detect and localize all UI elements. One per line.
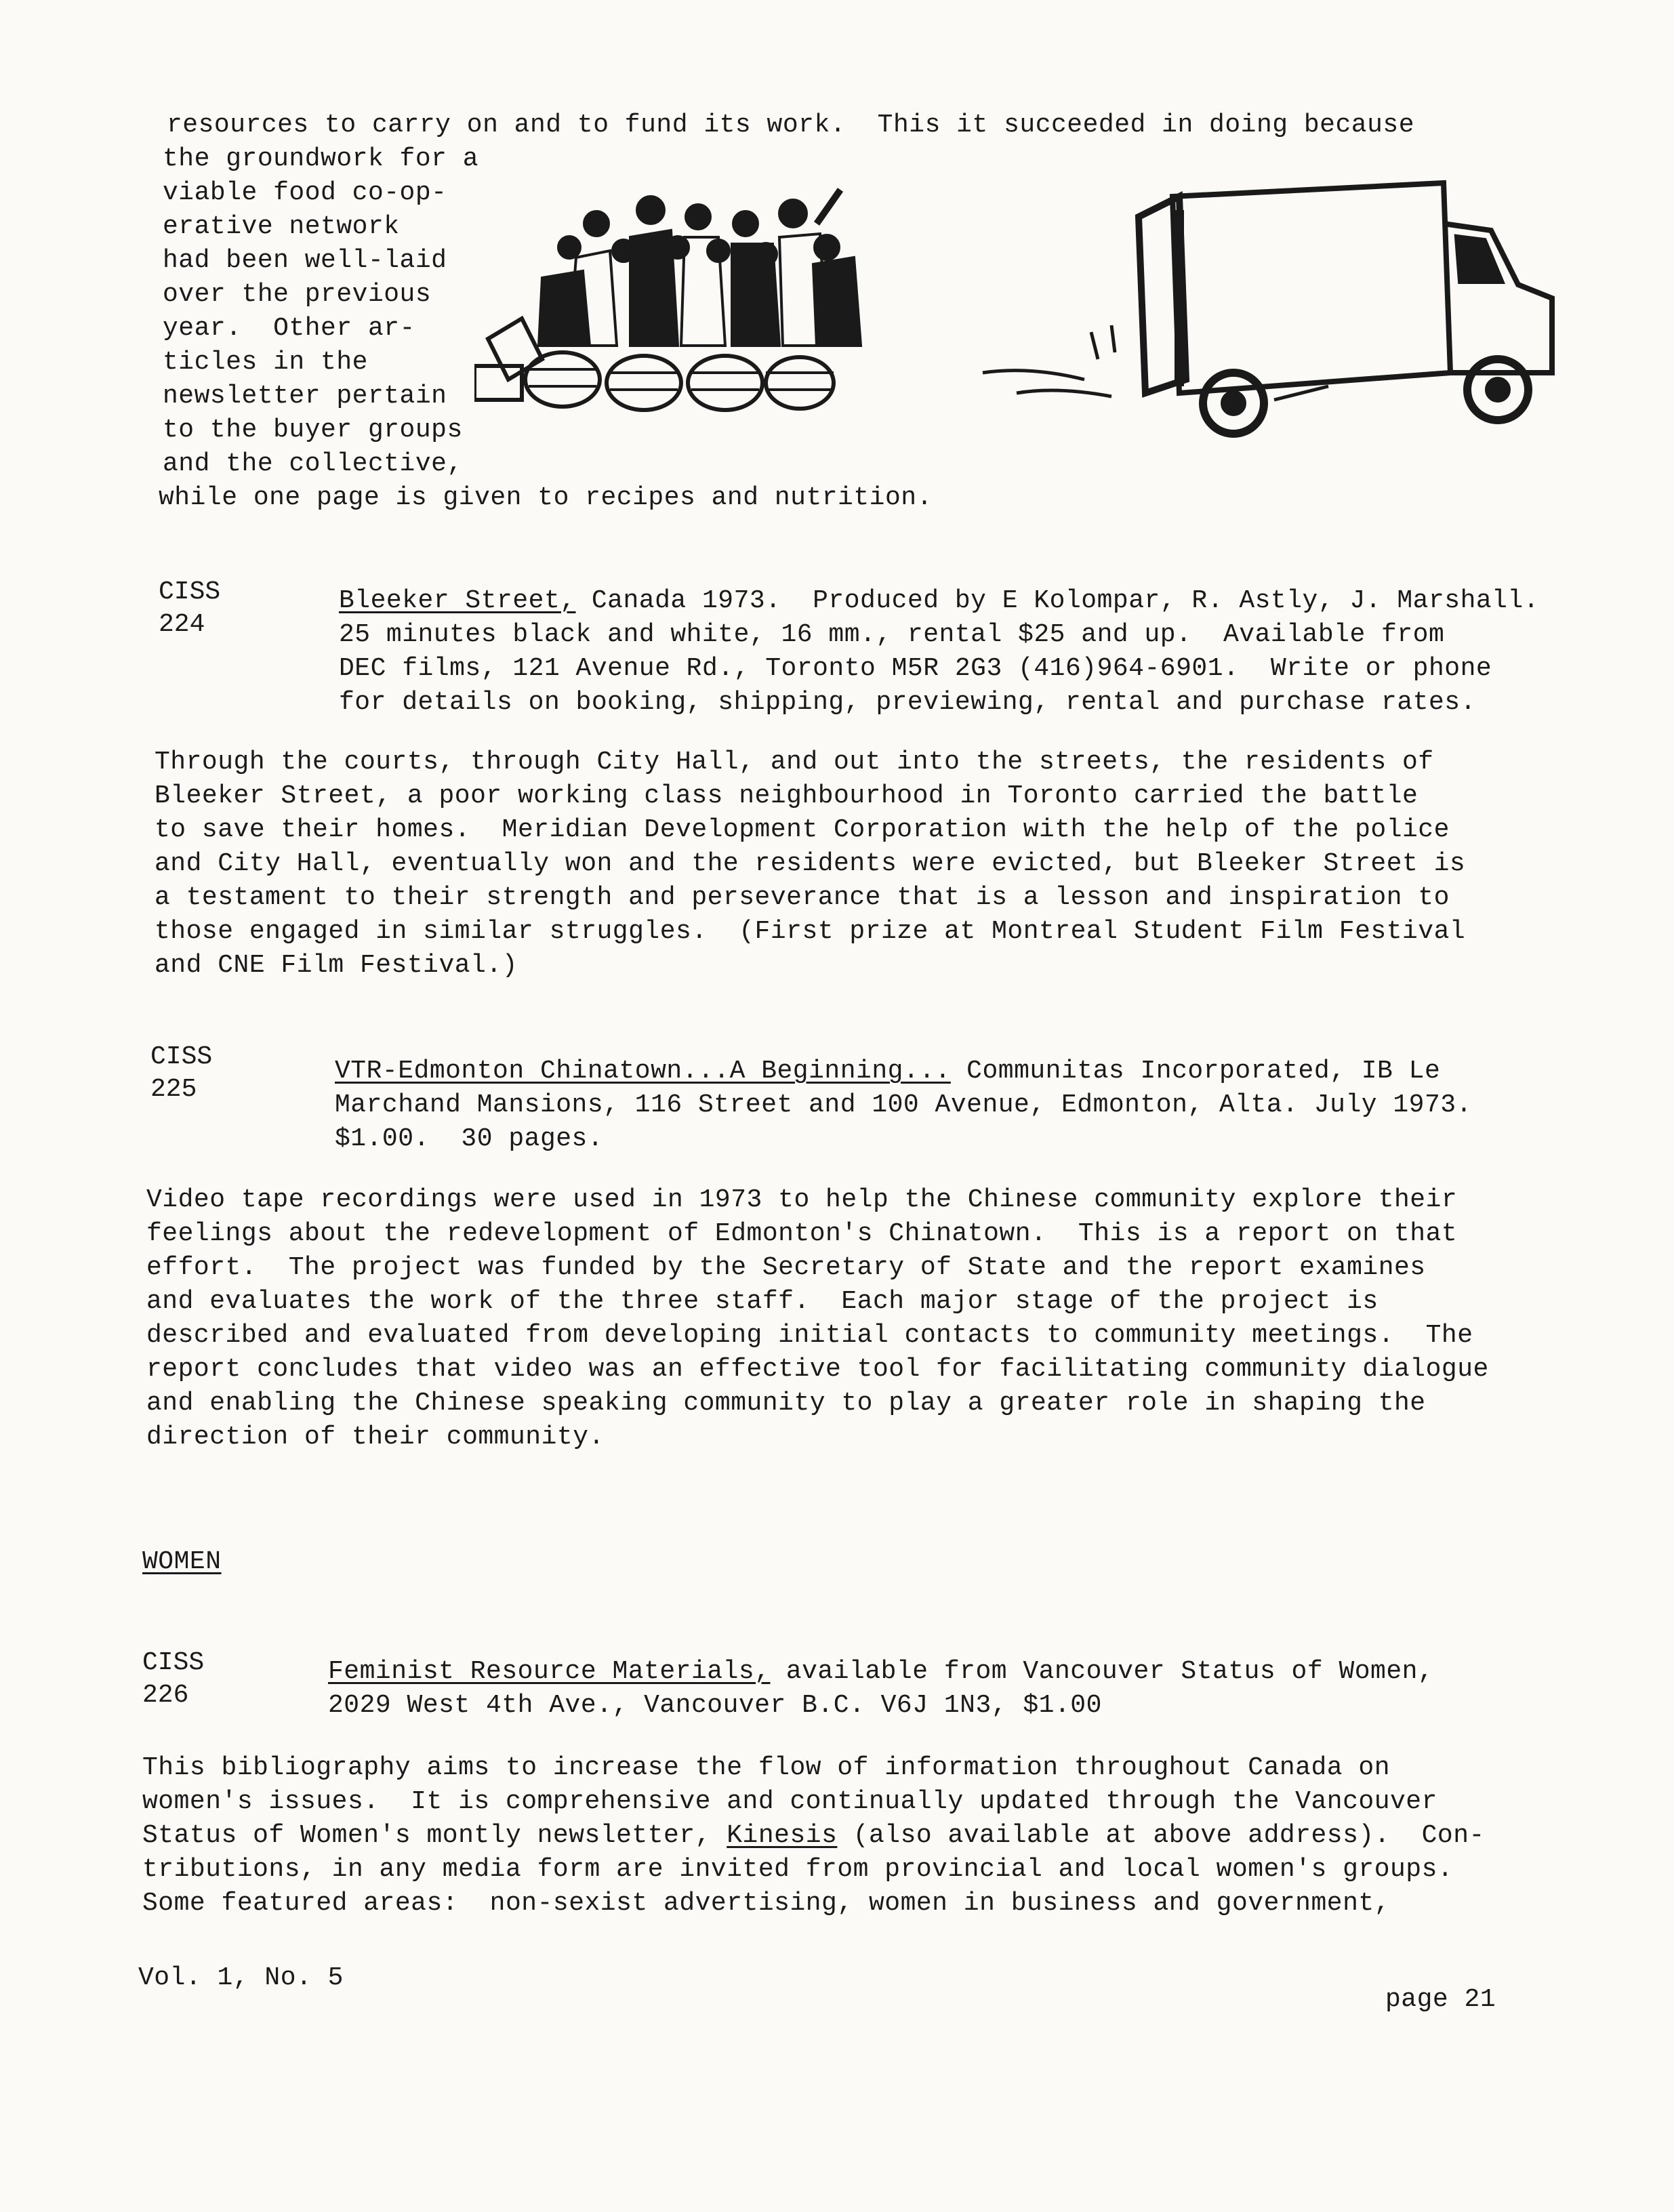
entry-citation-line: for details on booking, shipping, previewing, rental and purchase rates. (339, 688, 1476, 717)
body-line: a testament to their strength and perseverance that is a lesson and inspiration to (155, 883, 1450, 912)
body-line: Through the courts, through City Hall, and out into the streets, the residents of (155, 747, 1434, 777)
intro-line: newsletter pertain (163, 382, 447, 411)
intro-line: viable food co-op- (163, 178, 447, 207)
entry-citation-line: $1.00. 30 pages. (335, 1124, 604, 1153)
entry-number: 225 (150, 1075, 197, 1104)
intro-line: erative network (163, 212, 400, 241)
body-text: Status of Women's montly newsletter, (142, 1821, 727, 1850)
intro-line: to the buyer groups (163, 415, 463, 445)
entry-number: 226 (142, 1681, 189, 1710)
body-line: tributions, in any media form are invited from provincial and local women's groups. (142, 1855, 1454, 1884)
kinesis-title: Kinesis (727, 1821, 838, 1850)
body-line: and City Hall, eventually won and the residents were evicted, but Bleeker Street is (155, 849, 1466, 878)
page-number: page 21 (1385, 1985, 1496, 2014)
entry-title: VTR-Edmonton Chinatown...A Beginning... (335, 1057, 951, 1086)
intro-line: had been well-laid (163, 246, 447, 275)
entry-code: CISS (142, 1648, 205, 1677)
intro-line: ticles in the (163, 348, 368, 377)
intro-line: over the previous (163, 280, 432, 309)
body-line: and evaluates the work of the three staff. Each major stage of the project is (146, 1287, 1379, 1316)
entry-code: CISS (150, 1042, 213, 1071)
entry-citation (339, 584, 1539, 618)
body-line: effort. The project was funded by the Secretary of State and the report examines (146, 1253, 1426, 1282)
citation-text: Communitas Incorporated, IB Le (950, 1057, 1441, 1086)
body-line: those engaged in similar struggles. (First prize at Montreal Student Film Festival (155, 917, 1466, 946)
crowd-illustration (474, 183, 908, 427)
body-line: Video tape recordings were used in 1973 to help the Chinese community explore their (146, 1185, 1458, 1214)
truck-illustration (976, 169, 1559, 441)
volume-number: Vol. 1, No. 5 (138, 1963, 344, 1992)
intro-line: resources to carry on and to fund its work. This it succeeded in doing because (167, 110, 1414, 140)
body-line: and enabling the Chinese speaking community to play a greater role in shaping the (146, 1389, 1426, 1418)
intro-line: and the collective, (163, 449, 463, 478)
entry-citation (335, 1054, 1440, 1088)
entry-number: 224 (159, 610, 205, 639)
body-line: women's issues. It is comprehensive and continually updated through the Vancouver (142, 1787, 1437, 1816)
body-line: feelings about the redevelopment of Edmonton's Chinatown. This is a report on that (146, 1219, 1458, 1248)
intro-line: the groundwork for a (163, 144, 479, 173)
body-line: to save their homes. Meridian Development Corporation with the help of the police (155, 815, 1450, 844)
body-line: report concludes that video was an effective tool for facilitating community dialogue (146, 1355, 1489, 1384)
body-line: direction of their community. (146, 1422, 605, 1452)
entry-citation-line: DEC films, 121 Avenue Rd., Toronto M5R 2G3 (416)964-6901. Write or phone (339, 654, 1492, 683)
intro-line: year. Other ar- (163, 314, 415, 343)
entry-citation (328, 1655, 1433, 1689)
citation-text: Canada 1973. Produced by E Kolompar, R. Astly, J. Marshall. (575, 586, 1540, 615)
citation-text: available from Vancouver Status of Women, (770, 1657, 1434, 1686)
intro-line: while one page is given to recipes and nutrition. (159, 483, 933, 512)
entry-citation-line: 25 minutes black and white, 16 mm., rental $25 and up. Available from (339, 620, 1445, 649)
entry-title: Bleeker Street, (339, 586, 576, 615)
body-line: described and evaluated from developing initial contacts to community meetings. The (146, 1321, 1473, 1350)
entry-title: Feminist Resource Materials, (328, 1657, 771, 1686)
body-text: (also available at above address). Con- (837, 1821, 1485, 1850)
section-heading: WOMEN (142, 1547, 222, 1576)
body-line: This bibliography aims to increase the flow of information throughout Canada on (142, 1753, 1390, 1782)
body-line: and CNE Film Festival.) (155, 951, 518, 980)
entry-code: CISS (159, 577, 221, 607)
body-line (142, 1819, 1485, 1853)
entry-citation-line: 2029 West 4th Ave., Vancouver B.C. V6J 1N3, $1.00 (328, 1691, 1102, 1720)
entry-citation-line: Marchand Mansions, 116 Street and 100 Avenue, Edmonton, Alta. July 1973. (335, 1090, 1472, 1120)
body-line: Some featured areas: non-sexist advertising, women in business and government, (142, 1889, 1390, 1918)
body-line: Bleeker Street, a poor working class neighbourhood in Toronto carried the battle (155, 781, 1418, 811)
